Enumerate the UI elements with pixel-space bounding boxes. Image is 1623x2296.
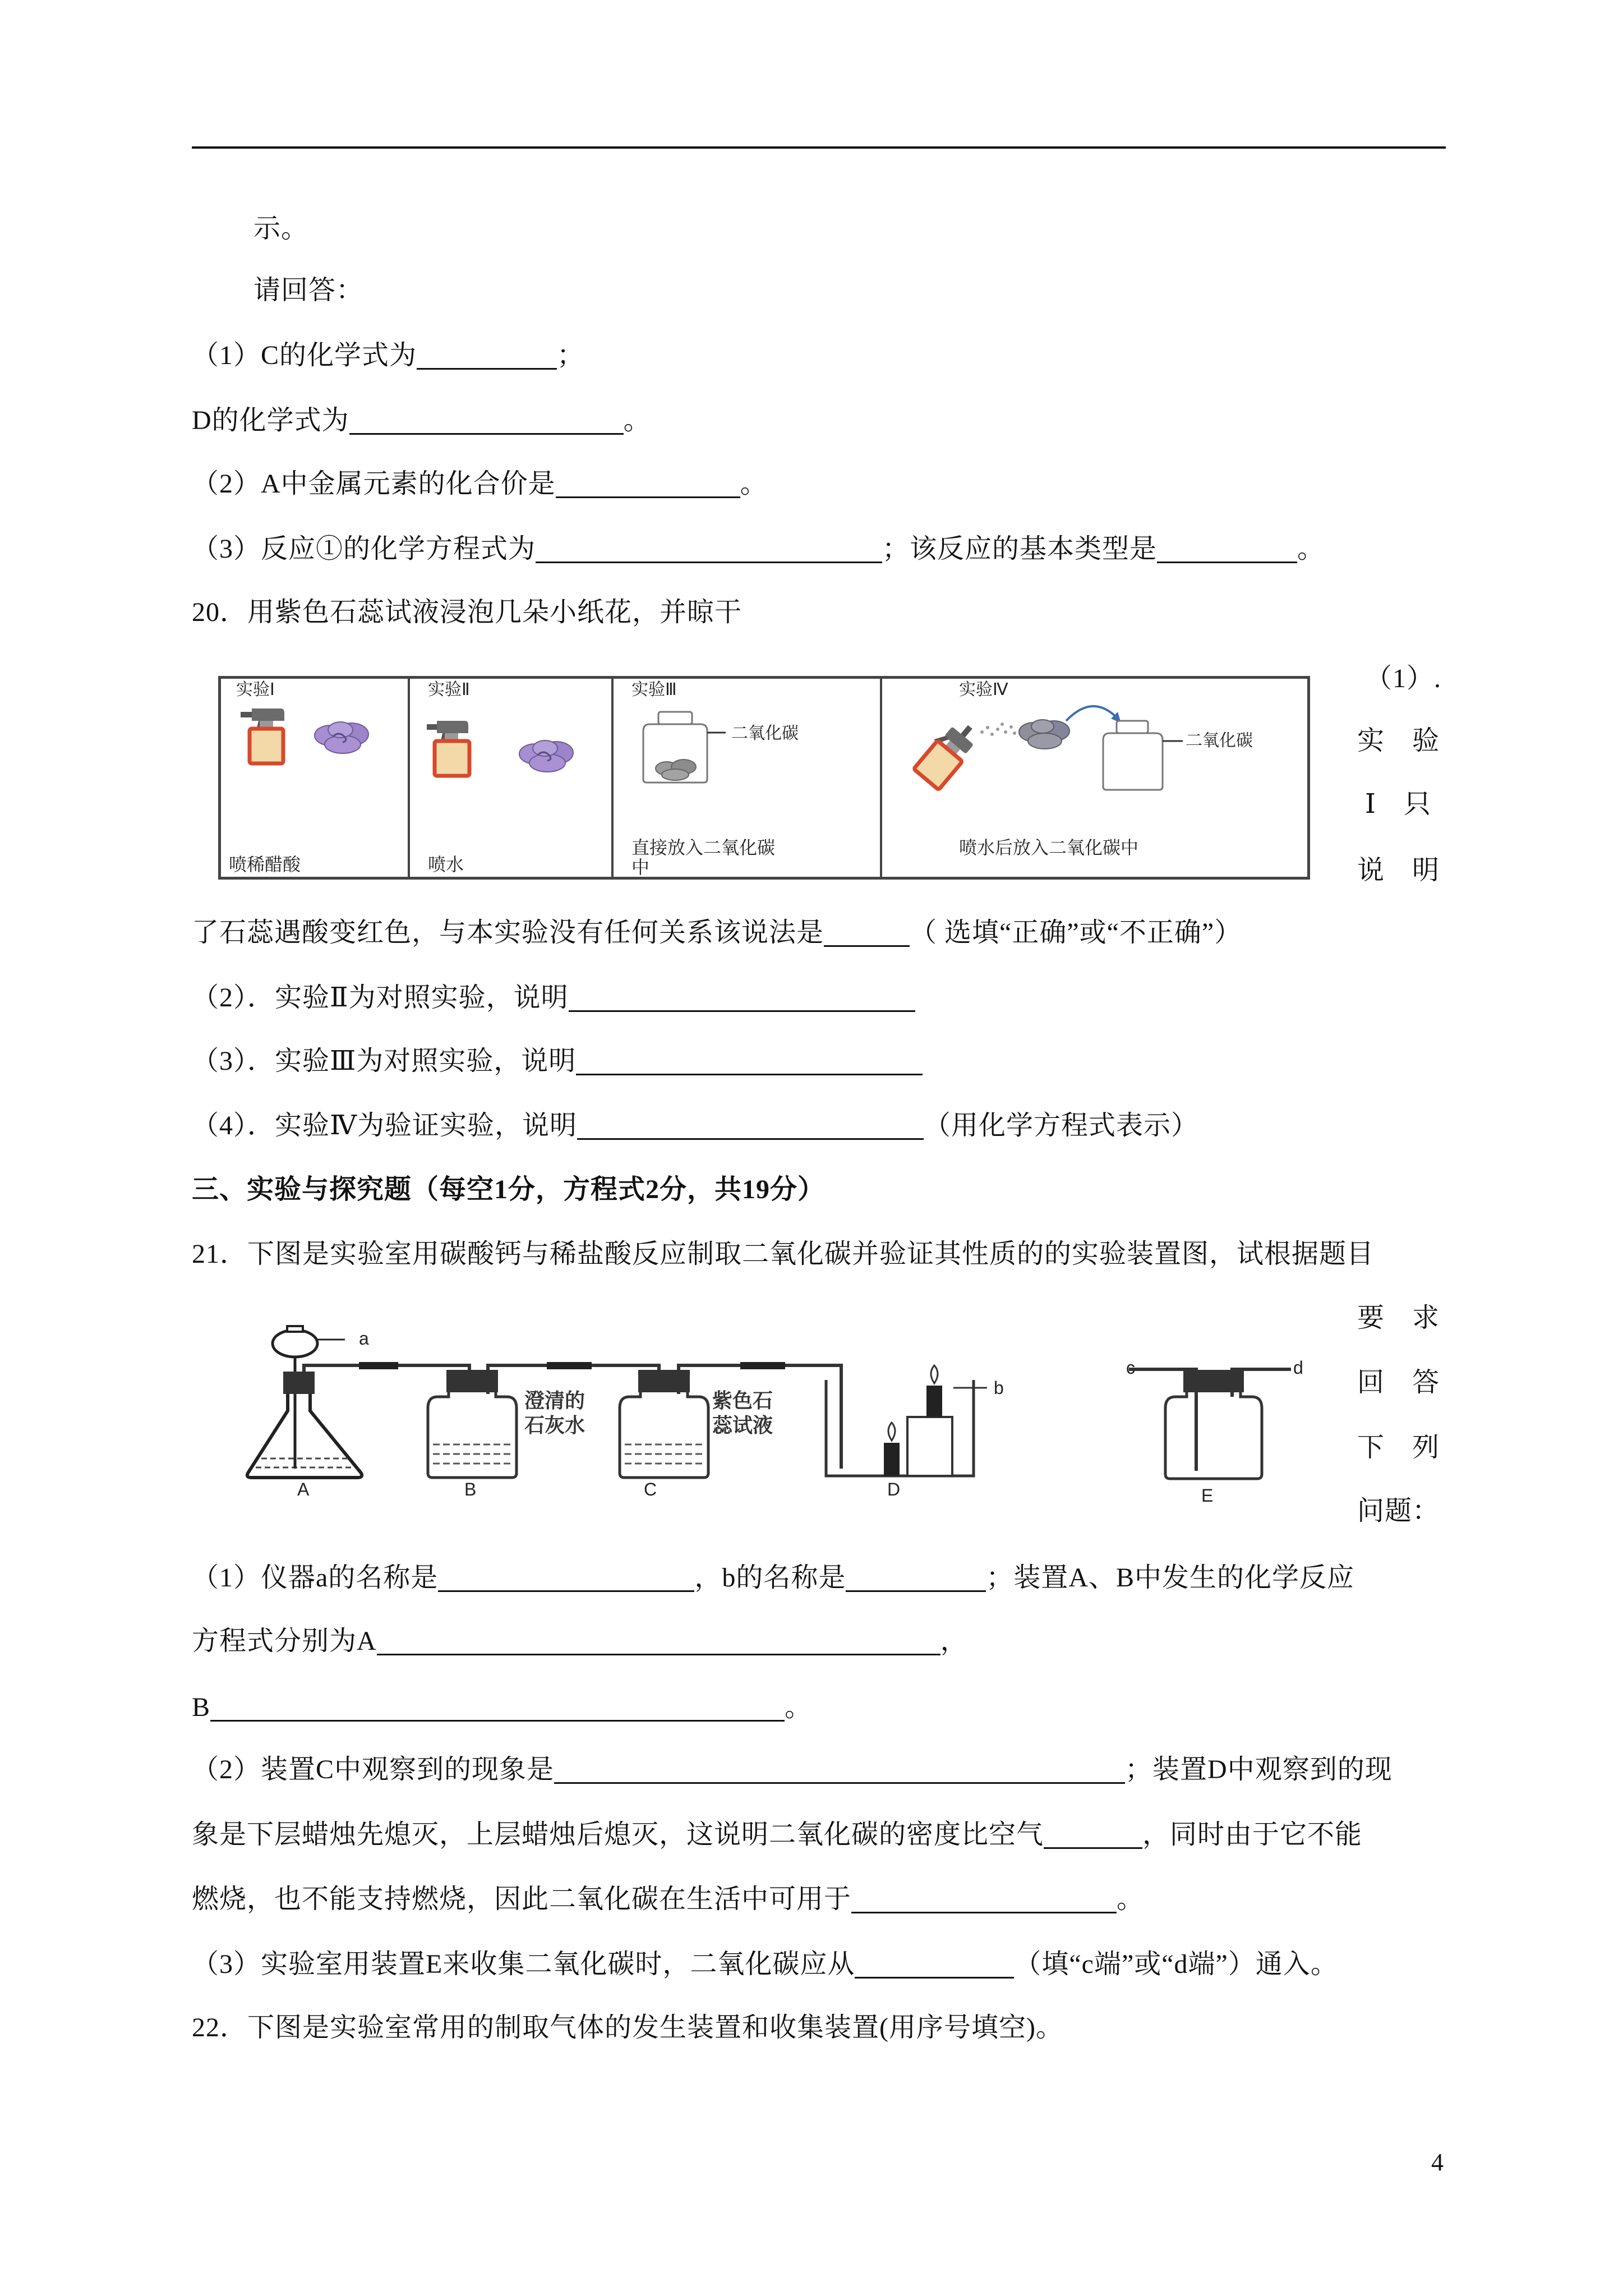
wash-bottle-icon: [620, 1370, 708, 1478]
header-rule: [192, 146, 1446, 149]
label-c: c: [1126, 1358, 1135, 1378]
upper-candle-icon: [926, 1386, 942, 1417]
rubber-connector: [547, 1362, 592, 1369]
limewater-label: 澄清的: [524, 1389, 585, 1412]
q21-side-line: 回 答: [1357, 1368, 1440, 1397]
q20-side-line: 实 验: [1357, 726, 1440, 756]
q19-part3: [192, 533, 1325, 565]
apparatus-letter-E: E: [1201, 1485, 1214, 1506]
answer-blank: [577, 1114, 924, 1140]
q19-part2-end: 。: [740, 469, 768, 499]
q21-part1-equation-b: [192, 1692, 812, 1723]
limewater-label: 石灰水: [524, 1414, 585, 1437]
q20-part4-end: （用化学方程式表示）: [923, 1111, 1198, 1140]
co2-apparatus-figure: [224, 1318, 1324, 1515]
q21-part2-line1: [192, 1754, 1393, 1786]
q19-part1-d-end: 。: [623, 406, 651, 435]
page-number: 4: [1431, 2148, 1444, 2176]
panel-1-caption: 喷稀醋酸: [229, 854, 301, 875]
q19-prompt-text: 请回答：: [253, 275, 364, 305]
flame-icon: [888, 1423, 895, 1441]
q22-stem: 22．下图是实验室常用的制取气体的发生装置和收集装置(用序号填空)。: [192, 2013, 1063, 2042]
q21-side-line: 问题：: [1357, 1496, 1440, 1526]
answer-blank: [824, 921, 910, 947]
q19-continuation: [253, 213, 308, 245]
rubber-connector: [740, 1362, 785, 1369]
q19-prompt: [253, 275, 363, 306]
label-d: d: [1293, 1358, 1303, 1378]
rubber-connector: [359, 1362, 398, 1369]
label-a: a: [359, 1328, 369, 1349]
label-b: b: [994, 1378, 1004, 1398]
q21-equation-a-end: ，: [940, 1626, 968, 1656]
q20-side-line: 说 明: [1357, 855, 1440, 885]
q20-part2-text: （2）．实验Ⅱ为对照实验，说明: [192, 983, 569, 1013]
panel-3-title: 实验Ⅲ: [631, 680, 677, 699]
answer-blank: [349, 408, 624, 435]
q21-part2-mid: ；装置D中观察到的现: [1125, 1755, 1393, 1784]
q21-part2-text: 燃烧，也不能支持燃烧，因此二氧化碳在生活中可用于: [192, 1884, 852, 1914]
q20-stem: [192, 597, 742, 628]
q21-equation-b-end: 。: [785, 1692, 813, 1722]
q19-part3-mid: ；该反应的基本类型是: [882, 534, 1158, 564]
litmus-label: 紫色石: [712, 1389, 773, 1412]
answer-blank: [536, 537, 882, 563]
q19-part1-c-text: （1）C的化学式为: [192, 341, 417, 370]
answer-blank: [851, 1887, 1117, 1913]
q20-part1-end: （ 选填“正确”或“不正确”）: [910, 918, 1242, 947]
panel-4-caption: 喷水后放入二氧化碳中: [959, 838, 1139, 858]
litmus-label: 蕊试液: [712, 1414, 773, 1437]
section-heading: 三、实验与探究题（每空1分，方程式2分，共19分）: [192, 1175, 826, 1204]
q21-equation-a-text: 方程式分别为A: [192, 1626, 377, 1656]
q21-part2-text: （2）装置C中观察到的现象是: [192, 1755, 555, 1784]
panel-4-title: 实验Ⅳ: [959, 680, 1008, 699]
q19-part1-d: [192, 405, 651, 436]
q19-part2: [192, 468, 768, 500]
gas-collecting-bottle-icon: [1129, 1369, 1291, 1479]
q21-part1-mid: ，b的名称是: [694, 1563, 846, 1593]
panel-3-caption-line2: 中: [631, 857, 650, 877]
q21-part3: [192, 1949, 1338, 1980]
apparatus-letter-D: D: [887, 1479, 901, 1499]
q21-part1-equation-a: [192, 1626, 968, 1657]
q21-part1-text: （1）仪器a的名称是: [192, 1563, 439, 1593]
q19-continuation-text: 示。: [253, 214, 309, 243]
q19-part3-text: （3）反应①的化学方程式为: [192, 534, 536, 564]
q20-part1-text: 了石蕊遇酸变红色，与本实验没有任何关系该说法是: [192, 918, 824, 947]
q19-part1-d-text: D的化学式为: [192, 406, 349, 435]
answer-blank: [855, 1952, 1014, 1978]
lower-candle-icon: [884, 1443, 900, 1476]
answer-blank: [554, 1757, 1125, 1784]
q21-part2-end: 。: [1117, 1884, 1145, 1914]
q19-part2-text: （2）A中金属元素的化合价是: [192, 469, 556, 499]
q21-stem: 21．下图是实验室用碳酸钙与稀盐酸反应制取二氧化碳并验证其性质的的实验装置图，试根据题目: [192, 1239, 1375, 1269]
answer-blank: [846, 1566, 986, 1592]
q21-part2-line3: [192, 1884, 1144, 1915]
q20-part3-text: （3）．实验Ⅲ为对照实验，说明: [192, 1046, 577, 1076]
answer-blank: [556, 472, 740, 498]
q20-part3: [192, 1046, 923, 1077]
q19-part3-end: 。: [1297, 534, 1325, 564]
q20-part1: [192, 917, 1242, 949]
q20-part4: [192, 1110, 1198, 1142]
answer-blank: [210, 1695, 785, 1722]
q20-part4-text: （4）．实验Ⅳ为验证实验，说明: [192, 1111, 577, 1140]
q21-part1: [192, 1562, 1354, 1594]
beaker-with-candles-icon: [826, 1365, 987, 1476]
q21-part1-tail: ；装置A、B中发生的化学反应: [986, 1563, 1355, 1593]
answer-blank: [417, 343, 557, 370]
q20-side-line: （1）.: [1365, 664, 1442, 693]
spray-bottle-icon: [427, 721, 469, 776]
panel-2-caption: 喷水: [428, 854, 464, 875]
wash-bottle-icon: [428, 1370, 517, 1478]
q20-side-line: Ⅰ 只: [1365, 789, 1431, 819]
answer-blank: [438, 1566, 694, 1592]
q19-part1-c: [192, 340, 584, 371]
answer-blank: [377, 1629, 940, 1655]
q19-part1-c-end: ；: [557, 341, 585, 370]
q21-side-line: 要 求: [1357, 1303, 1440, 1333]
q20-part2: [192, 982, 915, 1014]
answer-blank: [1044, 1823, 1142, 1849]
q21-part2-text: 象是下层蜡烛先熄灭，上层蜡烛后熄灭，这说明二氧化碳的密度比空气: [192, 1820, 1044, 1849]
answer-blank: [576, 1049, 923, 1075]
q21-side-line: 下 列: [1357, 1433, 1440, 1462]
q21-part2-mid: ，同时由于它不能: [1142, 1820, 1363, 1849]
panel-1-title: 实验Ⅰ: [236, 680, 275, 699]
panel-3-gas-label: 二氧化碳: [731, 724, 799, 743]
apparatus-letter-C: C: [644, 1479, 657, 1499]
flame-icon: [931, 1365, 938, 1383]
answer-blank: [569, 986, 915, 1012]
answer-blank: [1157, 537, 1297, 563]
q21-part3-end: （填“c端”或“d端”）通入。: [1014, 1949, 1338, 1979]
q21-equation-b-text: B: [192, 1692, 211, 1722]
apparatus-letter-B: B: [464, 1479, 477, 1499]
q21-part3-text: （3）实验室用装置E来收集二氧化碳时，二氧化碳应从: [192, 1949, 855, 1979]
panel-3-caption-line1: 直接放入二氧化碳: [631, 838, 776, 858]
panel-2-title: 实验Ⅱ: [428, 680, 470, 699]
q21-part2-line2: [192, 1819, 1362, 1851]
q20-stem-text: 20．用紫色石蕊试液浸泡几朵小纸花，并晾干: [192, 597, 743, 627]
panel-4-gas-label: 二氧化碳: [1186, 731, 1253, 750]
apparatus-letter-A: A: [297, 1479, 310, 1499]
flask-with-funnel-icon: [247, 1326, 362, 1478]
